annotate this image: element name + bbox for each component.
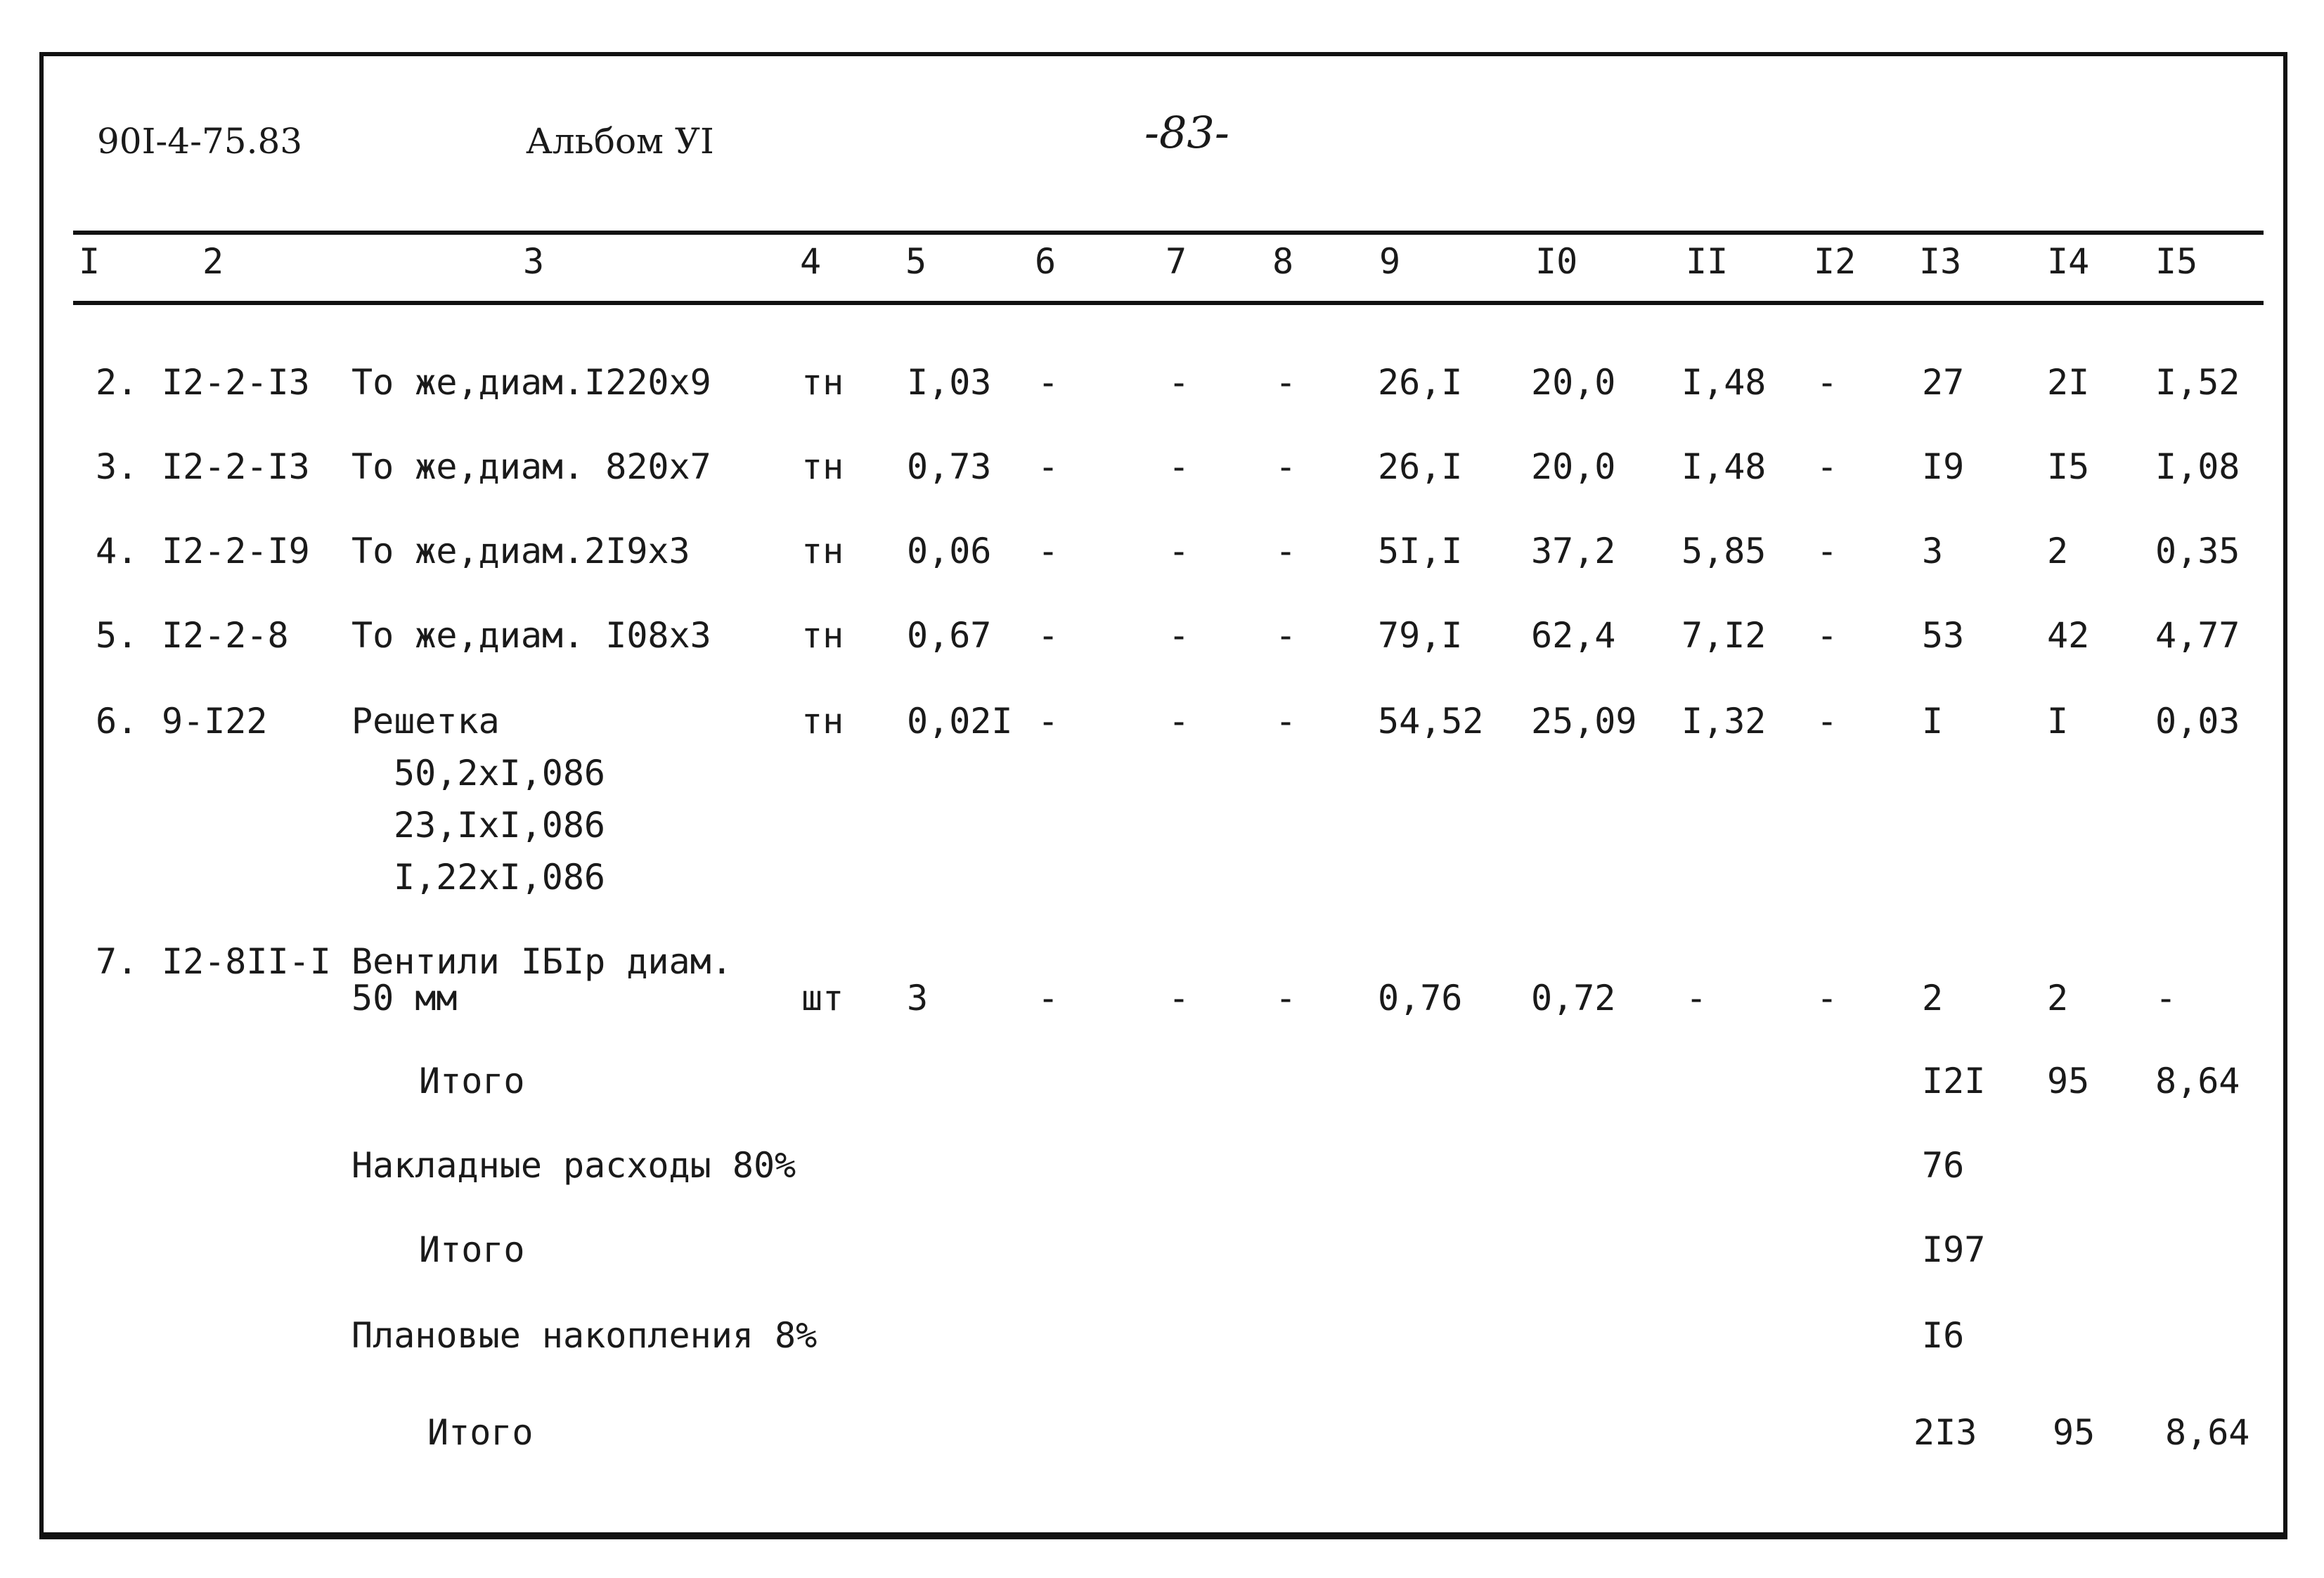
col-number-2: 2: [202, 241, 224, 282]
col13-value: 3: [1922, 531, 1944, 571]
grand-total-col13: 2I3: [1913, 1412, 1977, 1453]
col13-value: 53: [1922, 615, 1965, 656]
col8-value: -: [1275, 531, 1297, 571]
grille-size-line: 23,IxI,086: [394, 805, 606, 846]
col11-value: 7,I2: [1681, 615, 1767, 656]
col7-value: -: [1168, 531, 1190, 571]
col13-value: I9: [1922, 446, 1965, 487]
col15-value: I,08: [2155, 446, 2240, 487]
col12-value: -: [1816, 531, 1838, 571]
col10-value: 0,72: [1531, 978, 1616, 1018]
col10-value: 20,0: [1531, 446, 1616, 487]
col15-value: -: [2155, 978, 2177, 1018]
col14-value: 42: [2047, 615, 2090, 656]
col14-value: 2: [2047, 978, 2069, 1018]
total-label: Итого: [419, 1061, 525, 1101]
row-number: 3.: [96, 446, 138, 487]
item-name: Вентили IБIр диам.: [351, 941, 732, 982]
row-number: 5.: [96, 615, 138, 656]
col9-value: 5I,I: [1378, 531, 1463, 571]
col11-value: I,48: [1681, 362, 1767, 403]
col-number-8: 8: [1272, 241, 1294, 282]
header-rule-top: [73, 231, 2264, 235]
col-number-13: I3: [1919, 241, 1962, 282]
col5-value: 0,02I: [907, 701, 1013, 742]
unit: тн: [801, 362, 844, 403]
item-name: То же,диам. 820x7: [351, 446, 711, 487]
col13-value: I: [1922, 701, 1944, 742]
col14-value: I: [2047, 701, 2069, 742]
total-col13: I97: [1922, 1229, 1986, 1270]
col13-value: 2: [1922, 978, 1944, 1018]
col12-value: -: [1816, 362, 1838, 403]
price-code: I2-2-8: [162, 615, 289, 656]
col-number-3: 3: [523, 241, 545, 282]
col7-value: -: [1168, 615, 1190, 656]
total-col15: 8,64: [2155, 1061, 2240, 1101]
grille-size-line: 50,2xI,086: [394, 753, 606, 794]
col10-value: 20,0: [1531, 362, 1616, 403]
col12-value: -: [1816, 446, 1838, 487]
unit: тн: [801, 701, 844, 742]
overhead-label: Накладные расходы 80%: [351, 1145, 796, 1186]
col-number-6: 6: [1035, 241, 1057, 282]
col14-value: I5: [2047, 446, 2090, 487]
col6-value: -: [1038, 531, 1059, 571]
document-code: 90I-4-75.83: [97, 121, 303, 162]
col11-value: 5,85: [1681, 531, 1767, 571]
price-code: 9-I22: [162, 701, 268, 742]
row-number: 2.: [96, 362, 138, 403]
col6-value: -: [1038, 362, 1059, 403]
col8-value: -: [1275, 446, 1297, 487]
unit: тн: [801, 531, 844, 571]
grand-total-col14: 95: [2053, 1412, 2096, 1453]
unit: тн: [801, 615, 844, 656]
album-title: Альбом УI: [526, 121, 714, 162]
col7-value: -: [1168, 978, 1190, 1018]
col-number-14: I4: [2047, 241, 2090, 282]
planned-savings-col13: I6: [1922, 1315, 1965, 1356]
unit: шт: [801, 978, 844, 1018]
col-number-1: I: [79, 241, 101, 282]
col15-value: I,52: [2155, 362, 2240, 403]
total-col14: 95: [2047, 1061, 2090, 1101]
item-name: То же,диам.I220x9: [351, 362, 711, 403]
item-name: Решетка: [351, 701, 500, 742]
total-label: Итого: [419, 1229, 525, 1270]
col11-value: I,32: [1681, 701, 1767, 742]
col10-value: 62,4: [1531, 615, 1616, 656]
page-number: -83-: [1144, 107, 1229, 158]
col5-value: 3: [907, 978, 929, 1018]
col-number-10: I0: [1535, 241, 1578, 282]
col8-value: -: [1275, 701, 1297, 742]
row-number: 7.: [96, 941, 138, 982]
col-number-11: II: [1686, 241, 1729, 282]
row-number: 4.: [96, 531, 138, 571]
col-number-9: 9: [1379, 241, 1401, 282]
col8-value: -: [1275, 978, 1297, 1018]
col15-value: 0,35: [2155, 531, 2240, 571]
col7-value: -: [1168, 362, 1190, 403]
col9-value: 54,52: [1378, 701, 1484, 742]
col15-value: 0,03: [2155, 701, 2240, 742]
item-name: То же,диам.2I9x3: [351, 531, 690, 571]
price-code: I2-2-I3: [162, 362, 310, 403]
item-name: То же,диам. I08x3: [351, 615, 711, 656]
col5-value: I,03: [907, 362, 992, 403]
unit: тн: [801, 446, 844, 487]
grille-size-line: I,22xI,086: [394, 857, 606, 898]
col-number-12: I2: [1814, 241, 1857, 282]
col9-value: 26,I: [1378, 446, 1463, 487]
col11-value: I,48: [1681, 446, 1767, 487]
price-code: I2-8II-I: [162, 941, 331, 982]
col9-value: 79,I: [1378, 615, 1463, 656]
col6-value: -: [1038, 446, 1059, 487]
col10-value: 25,09: [1531, 701, 1637, 742]
col12-value: -: [1816, 615, 1838, 656]
overhead-col13: 76: [1922, 1145, 1965, 1186]
col7-value: -: [1168, 446, 1190, 487]
item-name-continuation: 50 мм: [351, 978, 458, 1018]
col12-value: -: [1816, 978, 1838, 1018]
col15-value: 4,77: [2155, 615, 2240, 656]
grand-total-label: Итого: [427, 1412, 534, 1453]
col8-value: -: [1275, 615, 1297, 656]
col8-value: -: [1275, 362, 1297, 403]
col11-value: -: [1686, 978, 1708, 1018]
row-number: 6.: [96, 701, 138, 742]
price-code: I2-2-I3: [162, 446, 310, 487]
col6-value: -: [1038, 701, 1059, 742]
col-number-15: I5: [2155, 241, 2198, 282]
col-number-4: 4: [800, 241, 822, 282]
col12-value: -: [1816, 701, 1838, 742]
grand-total-col15: 8,64: [2165, 1412, 2250, 1453]
header-rule-bottom: [73, 301, 2264, 305]
col6-value: -: [1038, 615, 1059, 656]
col-number-5: 5: [905, 241, 927, 282]
col6-value: -: [1038, 978, 1059, 1018]
col9-value: 26,I: [1378, 362, 1463, 403]
col5-value: 0,73: [907, 446, 992, 487]
col5-value: 0,06: [907, 531, 992, 571]
total-col13: I2I: [1922, 1061, 1986, 1101]
col14-value: 2I: [2047, 362, 2090, 403]
col13-value: 27: [1922, 362, 1965, 403]
price-code: I2-2-I9: [162, 531, 310, 571]
col10-value: 37,2: [1531, 531, 1616, 571]
col9-value: 0,76: [1378, 978, 1463, 1018]
col-number-7: 7: [1166, 241, 1187, 282]
col14-value: 2: [2047, 531, 2069, 571]
planned-savings-label: Плановые накопления 8%: [351, 1315, 818, 1356]
col7-value: -: [1168, 701, 1190, 742]
col5-value: 0,67: [907, 615, 992, 656]
